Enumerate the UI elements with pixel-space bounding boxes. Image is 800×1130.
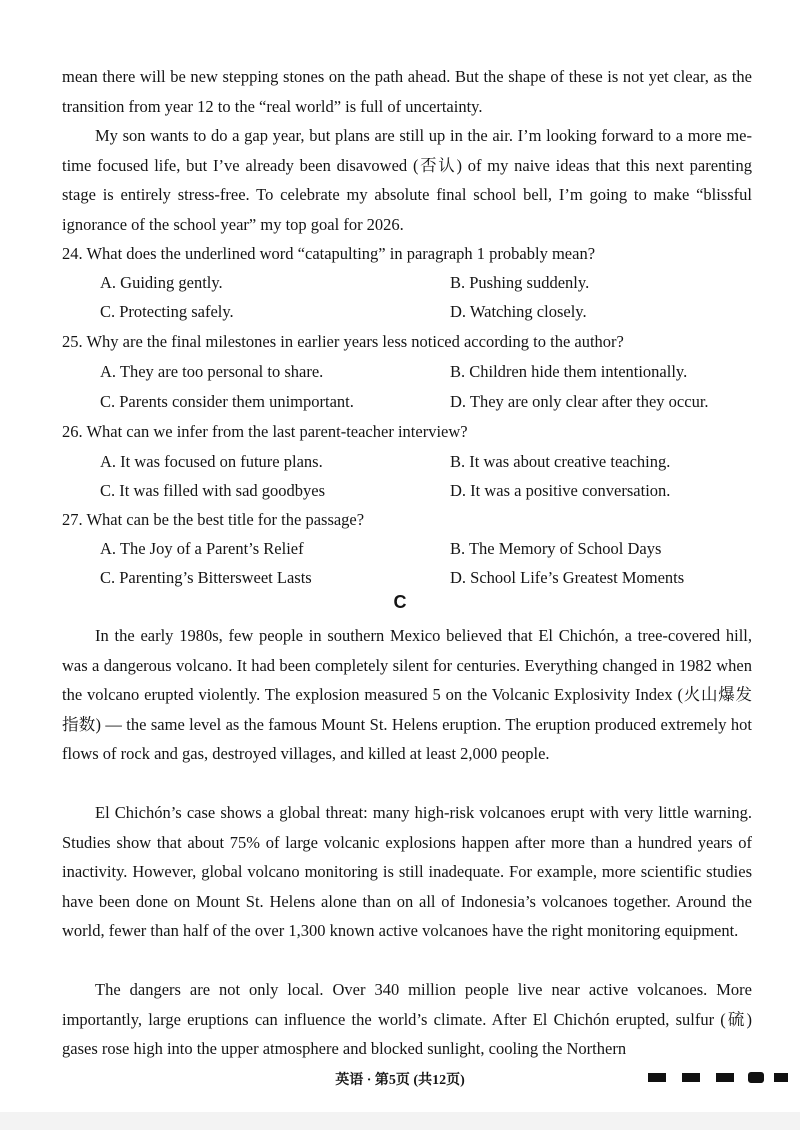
page-footer: 英语 · 第5页 (共12页) bbox=[335, 1073, 465, 1088]
question-27-option-c: C. Parenting’s Bittersweet Lasts bbox=[100, 568, 312, 587]
question-27-option-a: A. The Joy of a Parent’s Relief bbox=[100, 539, 304, 558]
question-27-stem: 27. What can be the best title for the passage? bbox=[62, 510, 365, 529]
passage-b-paragraph-tail: mean there will be new stepping stones on the path ahead. But the shape of these is not yet clear, as the transition from year 12 to the “real world” is full of uncertainty. bbox=[62, 67, 752, 116]
question-25-stem: 25. Why are the final milestones in earlier years less noticed according to the author? bbox=[62, 332, 624, 351]
question-24-stem: 24. What does the underlined word “catapulting” in paragraph 1 probably mean? bbox=[62, 244, 596, 263]
question-26-stem: 26. What can we infer from the last parent-teacher interview? bbox=[62, 422, 468, 441]
section-c-paragraph-2: El Chichón’s case shows a global threat: many high-risk volcanoes erupt with very little warning. Studies show that about 75% of large volcanic explosions happen after more than a hundred years of inactivity. However, global volcano monitoring is still inadequate. For example, more scientific studies have been done on Mount St. Helens alone than on all of Indonesia’s volcanoes together. Around the world, fewer than half of the over 1,300 known active volcanoes have the right monitoring equipment. bbox=[62, 803, 752, 940]
section-c-heading: C bbox=[393, 592, 407, 612]
question-24-option-c: C. Protecting safely. bbox=[100, 302, 234, 321]
scan-mark bbox=[648, 1073, 666, 1082]
section-c-paragraph-1: In the early 1980s, few people in southern Mexico believed that El Chichón, a tree-covered hill, was a dangerous volcano. It had been completely silent for centuries. Everything changed in 1982 when the volcano erupted violently. The explosion measured 5 on the Volcanic Explosivity Index (火山爆发指数) — the same level as the famous Mount St. Helens eruption. The eruption produced extremely hot flows of rock and gas, destroyed villages, and killed at least 2,000 people. bbox=[62, 626, 752, 763]
scan-mark bbox=[774, 1073, 788, 1082]
question-24-option-a: A. Guiding gently. bbox=[100, 273, 223, 292]
question-25-option-a: A. They are too personal to share. bbox=[100, 362, 324, 381]
question-24-option-b: B. Pushing suddenly. bbox=[450, 273, 590, 292]
page-edge bbox=[0, 1112, 800, 1130]
question-26-option-a: A. It was focused on future plans. bbox=[100, 452, 323, 471]
question-26-option-c: C. It was filled with sad goodbyes bbox=[100, 481, 326, 500]
question-25-option-b: B. Children hide them intentionally. bbox=[450, 362, 688, 381]
scan-mark bbox=[716, 1073, 734, 1082]
question-25-option-c: C. Parents consider them unimportant. bbox=[100, 392, 354, 411]
question-27-option-b: B. The Memory of School Days bbox=[450, 539, 662, 558]
question-26-option-b: B. It was about creative teaching. bbox=[450, 452, 671, 471]
scan-mark bbox=[748, 1072, 764, 1083]
question-27-option-d: D. School Life’s Greatest Moments bbox=[450, 568, 685, 587]
section-c-paragraph-3: The dangers are not only local. Over 340 million people live near active volcanoes. More importantly, large eruptions can influence the world’s climate. After El Chichón erupted, sulfur (硫) gases rose high into the upper atmosphere and blocked sunlight, cooling the Northern bbox=[62, 980, 752, 1058]
question-24-option-d: D. Watching closely. bbox=[450, 302, 587, 321]
question-26-option-d: D. It was a positive conversation. bbox=[450, 481, 671, 500]
question-25-option-d: D. They are only clear after they occur. bbox=[450, 392, 709, 411]
scan-mark bbox=[682, 1073, 700, 1082]
passage-b-paragraph-last: My son wants to do a gap year, but plans are still up in the air. I’m looking forward to a more me-time focused life, but I’ve already been disavowed (否认) of my naive ideas that this next parenting stage is entirely stress-free. To celebrate my absolute final school bell, I’m going to make “blissful ignorance of the school year” my top goal for 2026. bbox=[62, 126, 752, 234]
